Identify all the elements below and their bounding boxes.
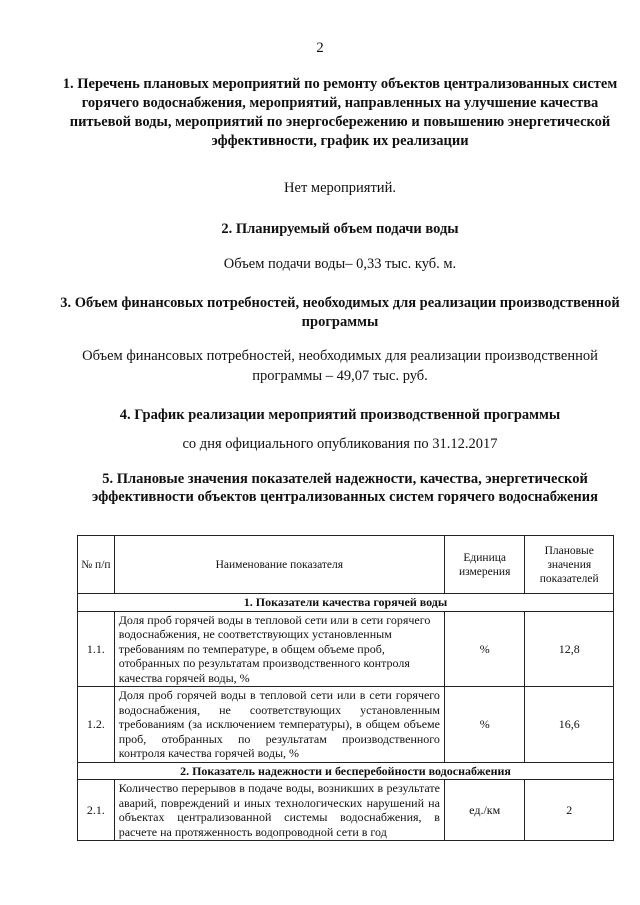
table-row: [78, 687, 614, 763]
table-row: [78, 780, 614, 841]
row-name: Доля проб горячей воды в тепловой сети или в сети горячего водоснабжения, не соответствующих установленным требованиям (за исключением температуры), в общем объеме проб, отобранных по результатам производственного контроля качества горячей воды, %: [114, 687, 444, 763]
row-num: 1.2.: [78, 687, 115, 763]
section-3-text: Объем финансовых потребностей, необходимых для реализации производственной программы – 49,07 тыс. руб.: [82, 348, 598, 384]
section-1-title: 1. Перечень плановых мероприятий по ремонту объектов централизованных систем горячего водоснабжения, мероприятий, направленных на улучшение качества питьевой воды, мероприятий по энергосбережению и повышению энергетической эффективности, график их реализации: [62, 76, 618, 149]
row-unit: ед./км: [444, 780, 525, 841]
indicators-table: [77, 535, 614, 841]
section-3-title: 3. Объем финансовых потребностей, необходимых для реализации производственной программы: [60, 295, 620, 330]
group-quality-title: 1. Показатели качества горячей воды: [78, 594, 614, 612]
section-5-title: 5. Плановые значения показателей надежности, качества, энергетической эффективности объектов централизованных систем горячего водоснабжения: [92, 471, 598, 505]
row-unit: %: [444, 611, 525, 687]
page-number: 2: [316, 40, 324, 56]
section-4-text: со дня официального опубликования по 31.12.2017: [182, 436, 498, 452]
table-group-row: [78, 594, 614, 612]
group-reliability-title: 2. Показатель надежности и бесперебойности водоснабжения: [78, 762, 614, 780]
row-name: Количество перерывов в подаче воды, возникших в результате аварий, повреждений и иных технологических нарушений на объектах централизованной системы водоснабжения, в расчете на протяженность водопроводной сети в год: [114, 780, 444, 841]
table-header-row: [78, 536, 614, 594]
header-num: № п/п: [78, 536, 115, 594]
row-num: 2.1.: [78, 780, 115, 841]
row-value: 16,6: [525, 687, 614, 763]
row-value: 12,8: [525, 611, 614, 687]
table-group-row: [78, 762, 614, 780]
section-4-title: 4. График реализации мероприятий производственной программы: [119, 407, 561, 423]
header-unit: Единица измерения: [444, 536, 525, 594]
row-unit: %: [444, 687, 525, 763]
row-num: 1.1.: [78, 611, 115, 687]
section-1-text: Нет мероприятий.: [284, 180, 396, 196]
row-name: Доля проб горячей воды в тепловой сети или в сети горячего водоснабжения, не соответствующих установленным требованиям по температуре, в общем объеме проб, отобранных по результатам производственного контроля качества горячей воды, %: [114, 611, 444, 687]
row-value: 2: [525, 780, 614, 841]
section-2-title: 2. Планируемый объем подачи воды: [221, 221, 459, 237]
section-2-text: Объем подачи воды– 0,33 тыс. куб. м.: [223, 256, 457, 272]
table-row: [78, 611, 614, 687]
header-name: Наименование показателя: [114, 536, 444, 594]
header-value: Плановые значения показателей: [525, 536, 614, 594]
